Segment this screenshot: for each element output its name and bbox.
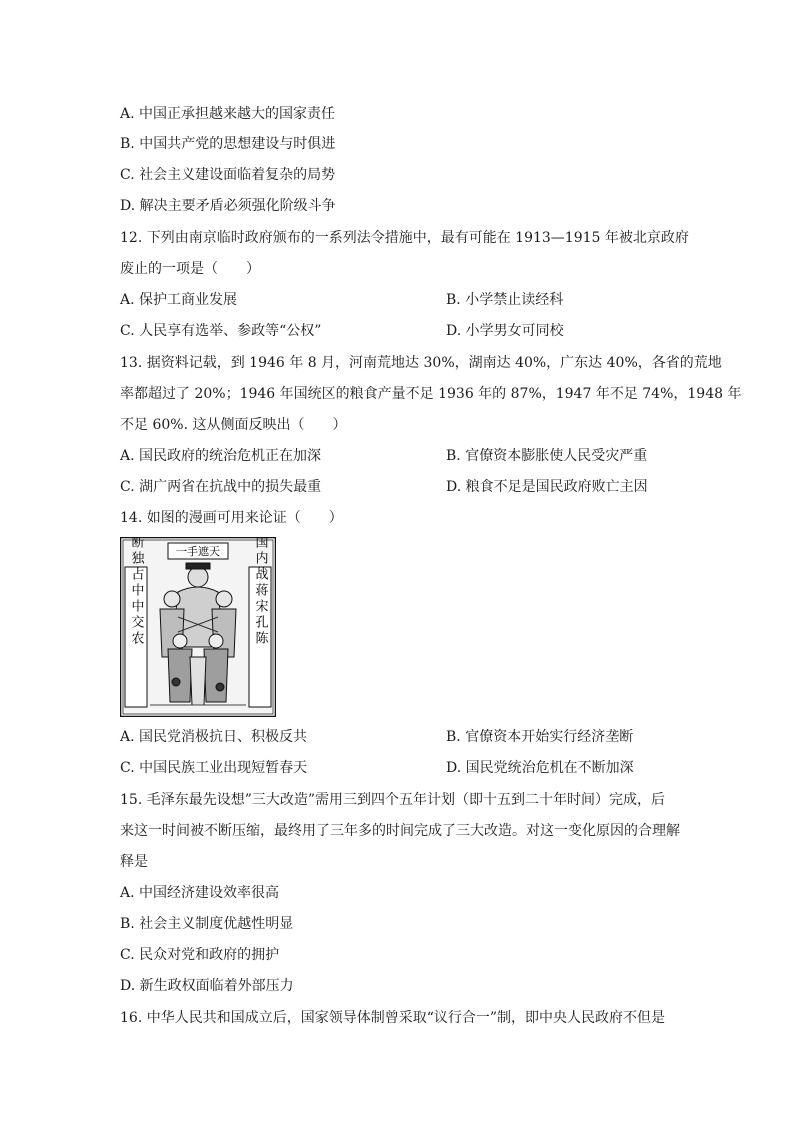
q15-option-a: A. 中国经济建设效率很高 [120, 885, 280, 901]
q12-option-b: B. 小学禁止读经科 [446, 292, 564, 308]
q12-option-a: A. 保护工商业发展 [120, 292, 238, 308]
q13-option-b: B. 官僚资本膨胀使人民受灾严重 [446, 448, 648, 464]
q11-option-b: B. 中国共产党的思想建设与时俱进 [120, 136, 336, 152]
q13-stem-line1: 13. 据资料记载，到 1946 年 8 月，河南荒地达 30%，湖南达 40%，广东达 40%，各省的荒地 [120, 355, 722, 371]
q15-stem-line2: 来这一时间被不断压缩，最终用了三年多的时间完成了三大改造。对这一变化原因的合理解 [120, 823, 680, 839]
q12-stem-line2: 废止的一项是（ ） [120, 261, 260, 277]
q12-option-d: D. 小学男女可同校 [446, 323, 564, 339]
q12-option-c: C. 人民享有选举、参政等“公权” [120, 323, 322, 339]
q15-stem-line1: 15. 毛泽东最先设想”三大改造”需用三到四个五年计划（即十五到二十年时间）完成，后 [120, 792, 666, 808]
q14-option-d: D. 国民党统治危机在不断加深 [446, 760, 634, 776]
cartoon-title: 一手遮天 [176, 545, 220, 558]
q13-stem-line3: 不足 60%. 这从侧面反映出（ ） [120, 417, 347, 433]
q11-option-a: A. 中国正承担越来越大的国家责任 [120, 106, 336, 122]
cartoon-left-banner: 垄断独占中中交农 [128, 537, 144, 647]
q16-stem-line1: 16. 中华人民共和国成立后，国家领导体制曾采取“议行合一”制，即中央人民政府不但是 [120, 1010, 666, 1026]
q15-stem-line3: 释是 [120, 854, 148, 870]
q12-stem-line1: 12. 下列由南京临时政府颁布的一系列法令措施中，最有可能在 1913—1915 年被北京政府 [120, 230, 689, 246]
q15-option-b: B. 社会主义制度优越性明显 [120, 916, 294, 932]
cartoon-right-banner: 卖国内战蒋宋孔陈 [252, 537, 268, 647]
q11-option-d: D. 解决主要矛盾必须强化阶级斗争 [120, 198, 336, 214]
q14-option-c: C. 中国民族工业出现短暂春天 [120, 760, 308, 776]
q13-option-a: A. 国民政府的统治危机正在加深 [120, 448, 322, 464]
q15-option-c: C. 民众对党和政府的拥护 [120, 947, 280, 963]
q14-option-a: A. 国民党消极抗日、积极反共 [120, 729, 308, 745]
q13-option-d: D. 粮食不足是国民政府败亡主因 [446, 479, 648, 495]
political-cartoon [120, 537, 276, 717]
q11-option-c: C. 社会主义建设面临着复杂的局势 [120, 167, 336, 183]
q13-option-c: C. 湖广两省在抗战中的损失最重 [120, 479, 322, 495]
q14-option-b: B. 官僚资本开始实行经济垄断 [446, 729, 634, 745]
q14-stem: 14. 如图的漫画可用来论证（ ） [120, 510, 343, 526]
q13-stem-line2: 率都超过了 20%；1946 年国统区的粮食产量不足 1936 年的 87%，1947 年不足 74%，1948 年 [120, 386, 742, 402]
q15-option-d: D. 新生政权面临着外部压力 [120, 978, 294, 994]
